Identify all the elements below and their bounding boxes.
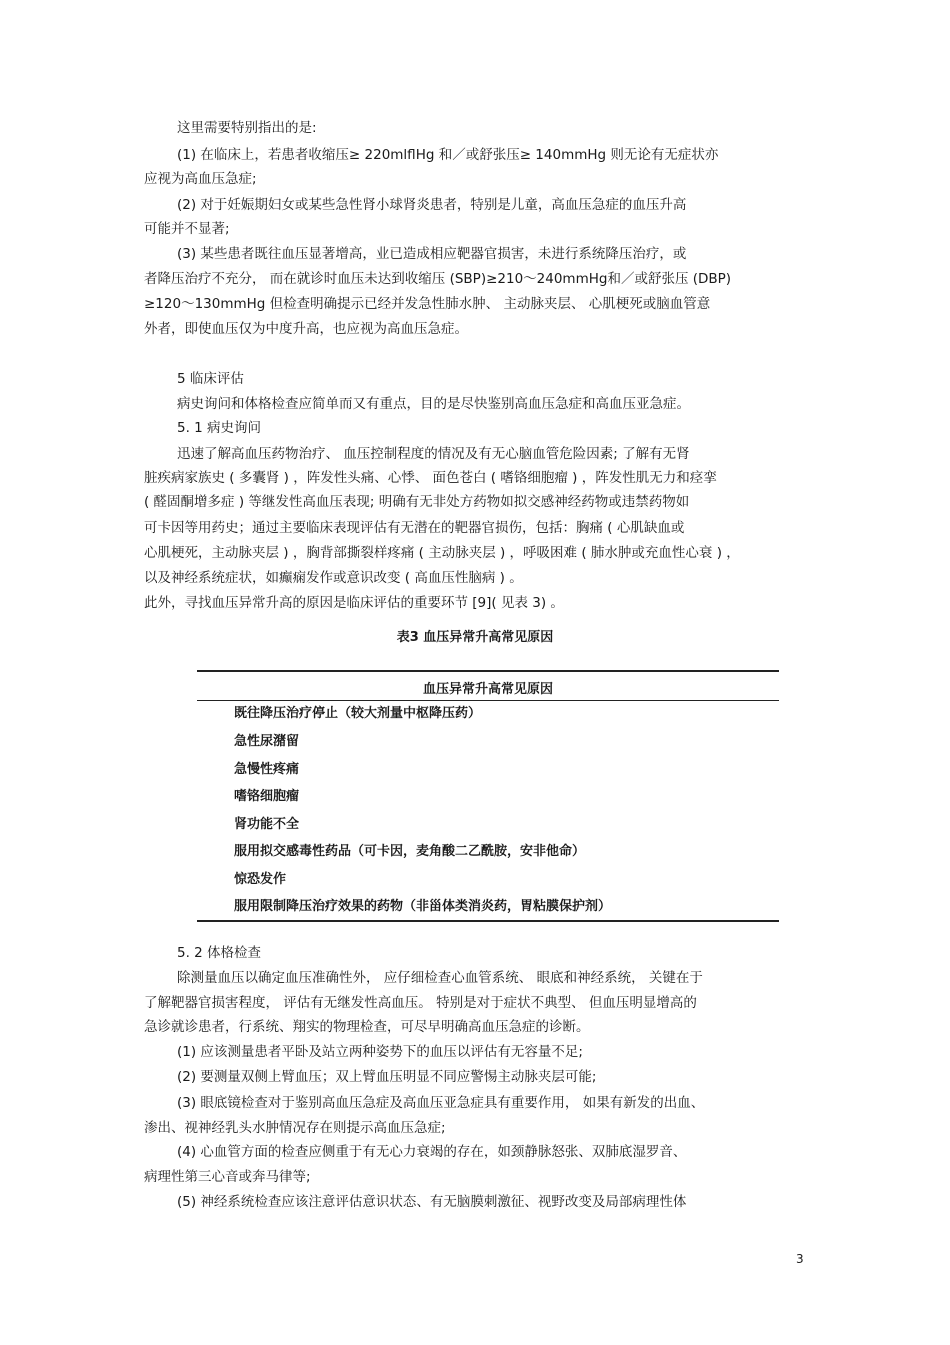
text-line: 5. 1 病史询问 bbox=[177, 420, 262, 436]
text-line: (1) 在临床上，若患者收缩压≥ 220mlflHg 和／或舒张压≥ 140mmHg 则无论有无症状亦 bbox=[177, 147, 719, 163]
text-line: ( 醛固酮增多症 ) 等继发性高血压表现; 明确有无非处方药物如拟交感神经药物或违禁药物如 bbox=[144, 494, 690, 510]
table-row: 肾功能不全 bbox=[234, 817, 300, 832]
text-line: 者降压治疗不充分， 而在就诊时血压未达到收缩压 (SBP)≥210～240mmHg和／或舒张压 (DBP) bbox=[144, 271, 732, 287]
table-row: 惊恐发作 bbox=[234, 872, 287, 887]
text-line: (3) 某些患者既往血压显著增高，业已造成相应靶器官损害，未进行系统降压治疗，或 bbox=[177, 246, 687, 262]
table-row: 嗜铬细胞瘤 bbox=[234, 789, 300, 804]
text-line: 迅速了解高血压药物治疗、 血压控制程度的情况及有无心脑血管危险因素; 了解有无肾 bbox=[177, 446, 690, 462]
text-line: (2) 要测量双侧上臂血压；双上臂血压明显不同应警惕主动脉夹层可能; bbox=[177, 1069, 597, 1085]
text-line: (5) 神经系统检查应该注意评估意识状态、有无脑膜刺激征、视野改变及局部病理性体 bbox=[177, 1194, 687, 1210]
text-line: 病史询问和体格检查应简单而又有重点，目的是尽快鉴别高血压急症和高血压亚急症。 bbox=[177, 396, 690, 412]
text-line: 此外，寻找血压异常升高的原因是临床评估的重要环节 [9]( 见表 3) 。 bbox=[144, 595, 564, 611]
text-line: 这里需要特别指出的是: bbox=[177, 120, 317, 136]
text-line: 外者，即使血压仅为中度升高，也应视为高血压急症。 bbox=[144, 321, 468, 337]
table-top-rule bbox=[197, 670, 779, 672]
table-title: 表3 血压异常升高常见原因 bbox=[396, 630, 554, 645]
text-line: 以及神经系统症状，如癫痫发作或意识改变 ( 高血压性脑病 ) 。 bbox=[144, 570, 523, 586]
text-line: 心肌梗死，主动脉夹层 ) ，胸背部撕裂样疼痛 ( 主动脉夹层 ) ，呼吸困难 ( 肺水肿或充血性心衰 ) ， bbox=[144, 545, 740, 561]
table-header-rule bbox=[197, 700, 779, 701]
text-line: (4) 心血管方面的检查应侧重于有无心力衰竭的存在，如颈静脉怒张、双肺底湿罗音、 bbox=[177, 1144, 687, 1160]
text-line: 脏疾病家族史 ( 多囊肾 ) ，阵发性头痛、心悸、 面色苍白 ( 嗜铬细胞瘤 ) ，阵发性肌无力和痉挛 bbox=[144, 470, 717, 486]
text-line: 病理性第三心音或奔马律等; bbox=[144, 1169, 311, 1185]
text-line: 5. 2 体格检查 bbox=[177, 945, 262, 961]
text-line: 可卡因等用药史；通过主要临床表现评估有无潜在的靶器官损伤，包括：胸痛 ( 心肌缺血或 bbox=[144, 520, 685, 536]
text-line: 5 临床评估 bbox=[177, 371, 244, 387]
text-line: (2) 对于妊娠期妇女或某些急性肾小球肾炎患者，特别是儿童，高血压急症的血压升高 bbox=[177, 197, 687, 213]
table-bottom-rule bbox=[197, 920, 779, 922]
table-row: 服用限制降压治疗效果的药物（非甾体类消炎药，胃粘膜保护剂） bbox=[234, 899, 612, 914]
text-line: ≥120～130mmHg 但检查明确提示已经并发急性肺水肿、 主动脉夹层、 心肌梗死或脑血管意 bbox=[144, 296, 711, 312]
text-line: (3) 眼底镜检查对于鉴别高血压急症及高血压亚急症具有重要作用， 如果有新发的出血、 bbox=[177, 1095, 705, 1111]
table-row: 既往降压治疗停止（较大剂量中枢降压药） bbox=[234, 706, 482, 721]
text-line: 急诊就诊患者，行系统、翔实的物理检查，可尽早明确高血压急症的诊断。 bbox=[144, 1019, 590, 1035]
table-row: 急慢性疼痛 bbox=[234, 762, 300, 777]
page-number: 3 bbox=[796, 1252, 804, 1266]
table-header: 血压异常升高常见原因 bbox=[422, 682, 553, 697]
text-line: 了解靶器官损害程度， 评估有无继发性高血压。 特别是对于症状不典型、 但血压明显增高的 bbox=[144, 995, 697, 1011]
table-row: 急性尿潴留 bbox=[234, 734, 300, 749]
text-line: (1) 应该测量患者平卧及站立两种姿势下的血压以评估有无容量不足; bbox=[177, 1044, 583, 1060]
text-line: 可能并不显著; bbox=[144, 221, 230, 237]
text-line: 除测量血压以确定血压准确性外， 应仔细检查心血管系统、 眼底和神经系统， 关键在于 bbox=[177, 970, 703, 986]
table-row: 服用拟交感毒性药品（可卡因，麦角酸二乙酰胺，安非他命） bbox=[234, 844, 586, 859]
text-line: 应视为高血压急症; bbox=[144, 171, 257, 187]
text-line: 渗出、视神经乳头水肿情况存在则提示高血压急症; bbox=[144, 1120, 446, 1136]
